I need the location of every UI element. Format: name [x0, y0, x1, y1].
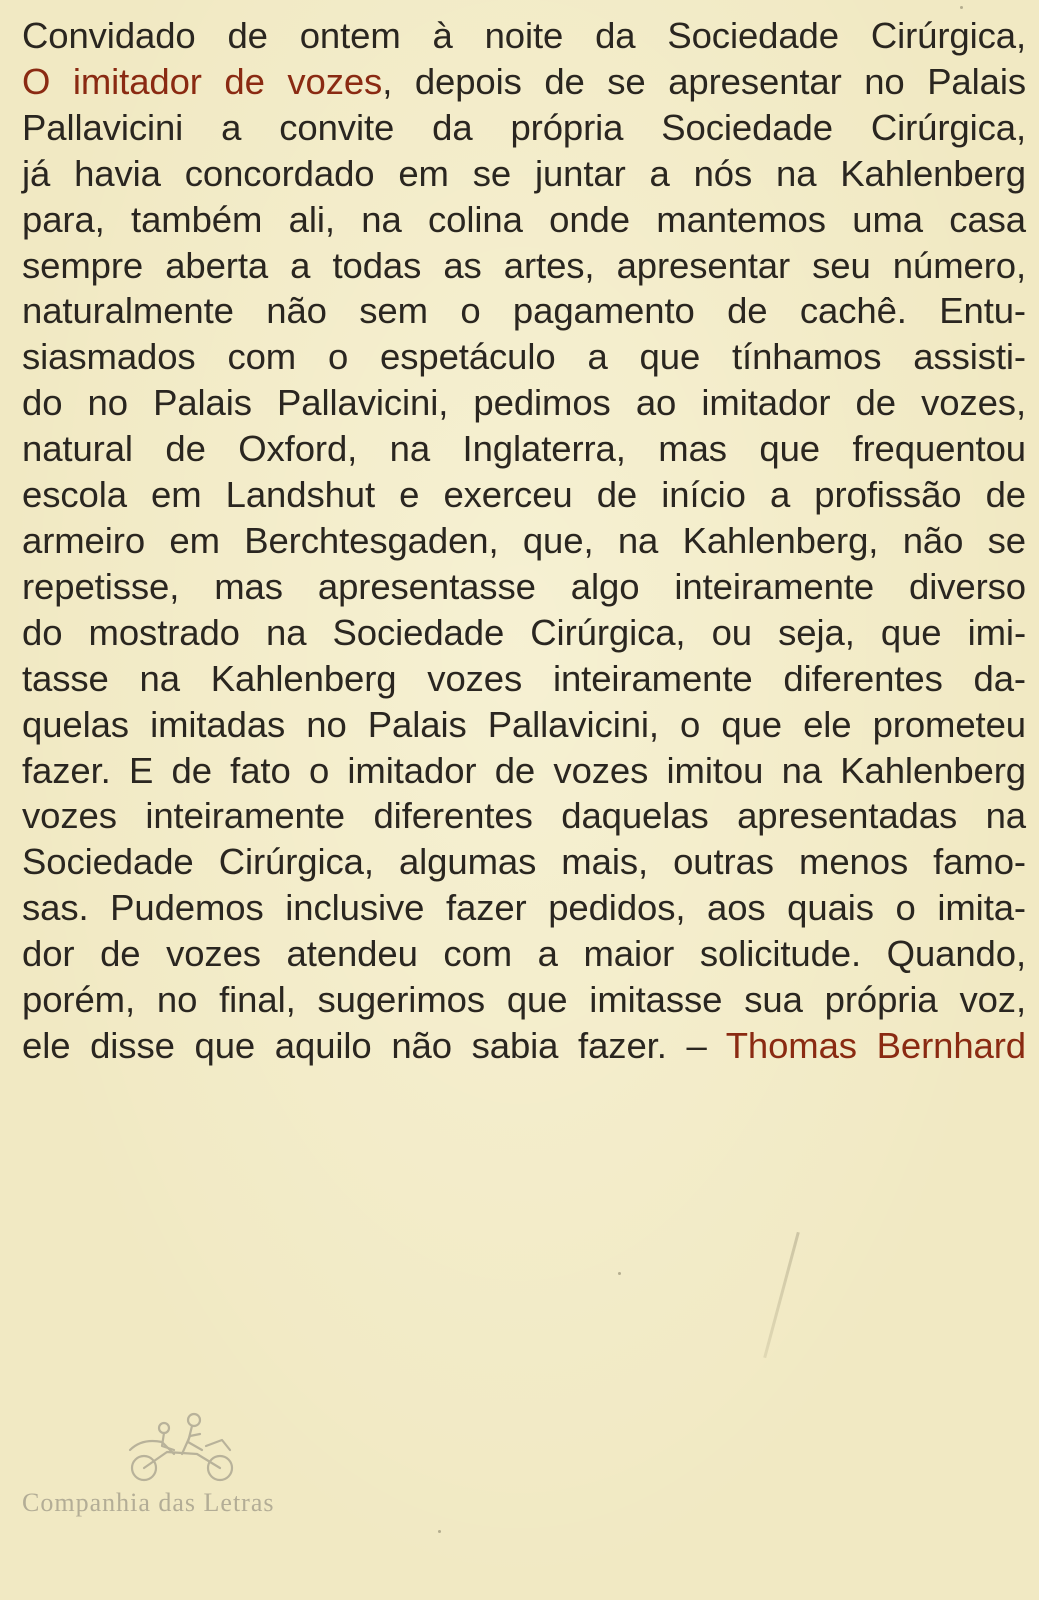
blurb-punctuation: ,: [382, 60, 393, 102]
attribution-dash: –: [686, 1024, 707, 1066]
blurb-line: armeiro em Berchtesgaden, que, na Kahlenberg, não se: [22, 519, 1026, 561]
blurb-line: tasse na Kahlenberg vozes inteiramente diferentes da-: [22, 657, 1026, 699]
blurb-line-remainder: depois de se apresentar no Palais: [414, 60, 1027, 102]
blurb-line: sas. Pudemos inclusive fazer pedidos, aos quais o imita-: [22, 887, 1026, 929]
book-title: O imitador de vozes: [22, 60, 383, 102]
publisher-name: Companhia das Letras: [22, 1488, 275, 1517]
publisher-logo: [22, 1410, 342, 1530]
blurb-line: [22, 59, 1026, 105]
blurb-line: dor de vozes atendeu com a maior solicitude. Quando,: [22, 933, 1026, 975]
blurb-line: escola em Landshut e exerceu de início a profissão de: [22, 474, 1026, 516]
blurb-line: para, também ali, na colina onde mantemos uma casa: [22, 198, 1026, 240]
motorcycle-sidecar-logo-icon: [122, 1410, 252, 1485]
blurb-line: fazer. E de fato o imitador de vozes imitou na Kahlenberg: [22, 749, 1026, 791]
surface-speck: [618, 1272, 621, 1275]
surface-speck: [438, 1530, 441, 1533]
surface-scratch: [763, 1232, 800, 1358]
blurb-line: repetisse, mas apresentasse algo inteiramente diverso: [22, 565, 1026, 607]
blurb-line: do mostrado na Sociedade Cirúrgica, ou seja, que imi-: [22, 611, 1026, 653]
blurb-line: vozes inteiramente diferentes daquelas apresentadas na: [22, 795, 1026, 837]
surface-speck: [960, 6, 963, 9]
blurb-line: siasmados com o espetáculo a que tínhamos assisti-: [22, 336, 1026, 378]
blurb-line: Sociedade Cirúrgica, algumas mais, outras menos famo-: [22, 841, 1026, 883]
blurb-text: [22, 13, 1026, 1069]
author-name: Thomas Bernhard: [725, 1024, 1026, 1066]
blurb-line: do no Palais Pallavicini, pedimos ao imitador de vozes,: [22, 382, 1026, 424]
blurb-line: Pallavicini a convite da própria Sociedade Cirúrgica,: [22, 106, 1026, 148]
blurb-line: já havia concordado em se juntar a nós na Kahlenberg: [22, 152, 1026, 194]
blurb-line: naturalmente não sem o pagamento de cachê. Entu-: [22, 290, 1026, 332]
blurb-line: sempre aberta a todas as artes, apresentar seu número,: [22, 244, 1026, 286]
blurb-line: quelas imitadas no Palais Pallavicini, o que ele prometeu: [22, 703, 1026, 745]
blurb-line: natural de Oxford, na Inglaterra, mas que frequentou: [22, 428, 1026, 470]
blurb-line: Convidado de ontem à noite da Sociedade Cirúrgica,: [22, 15, 1026, 56]
blurb-line: porém, no final, sugerimos que imitasse sua própria voz,: [22, 979, 1026, 1021]
blurb-line-final-text: ele disse que aquilo não sabia fazer.: [22, 1024, 667, 1066]
blurb-line-final: [22, 1023, 1026, 1069]
